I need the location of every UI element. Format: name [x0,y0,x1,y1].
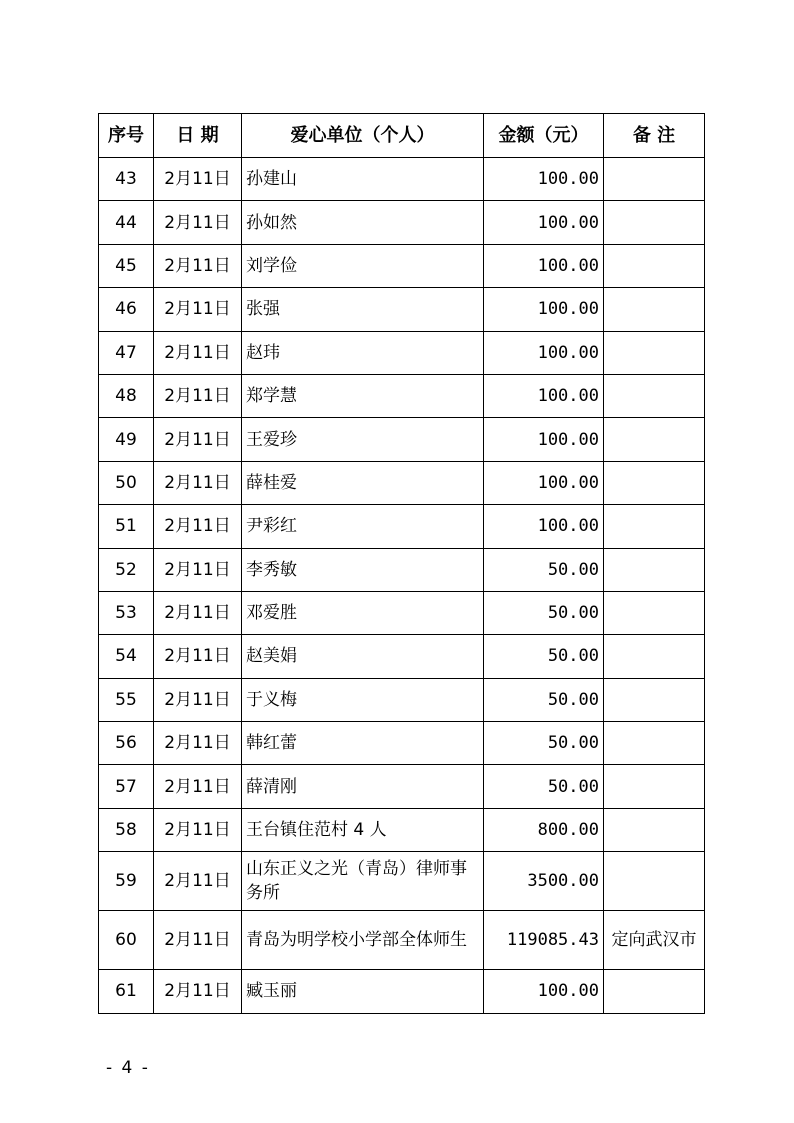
cell-note [604,548,705,591]
cell-date: 2月11日 [154,548,242,591]
cell-amount: 100.00 [484,374,604,417]
cell-no: 56 [99,722,154,765]
cell-donor: 刘学俭 [242,244,484,287]
cell-amount: 800.00 [484,808,604,851]
table-row [99,374,705,417]
cell-no: 44 [99,201,154,244]
cell-date: 2月11日 [154,678,242,721]
cell-date: 2月11日 [154,970,242,1013]
cell-date: 2月11日 [154,635,242,678]
cell-donor: 王爱珍 [242,418,484,461]
cell-note [604,505,705,548]
table-row [99,722,705,765]
cell-no: 60 [99,911,154,970]
cell-no: 61 [99,970,154,1013]
cell-donor: 薛桂爱 [242,461,484,504]
cell-date: 2月11日 [154,331,242,374]
cell-date: 2月11日 [154,158,242,201]
cell-donor: 郑学慧 [242,374,484,417]
cell-no: 48 [99,374,154,417]
cell-note [604,635,705,678]
header-date: 日 期 [154,114,242,158]
table-row [99,765,705,808]
cell-note [604,591,705,634]
header-no: 序号 [99,114,154,158]
cell-note [604,852,705,911]
cell-date: 2月11日 [154,244,242,287]
table-row [99,201,705,244]
cell-amount: 100.00 [484,244,604,287]
table-row [99,288,705,331]
cell-note [604,158,705,201]
table-row [99,970,705,1013]
cell-amount: 100.00 [484,201,604,244]
cell-note [604,461,705,504]
table-row [99,461,705,504]
cell-date: 2月11日 [154,461,242,504]
cell-donor: 青岛为明学校小学部全体师生 [242,911,484,970]
cell-no: 54 [99,635,154,678]
cell-amount: 50.00 [484,591,604,634]
cell-donor: 李秀敏 [242,548,484,591]
cell-donor: 孙建山 [242,158,484,201]
cell-no: 58 [99,808,154,851]
cell-no: 59 [99,852,154,911]
cell-date: 2月11日 [154,418,242,461]
table-row [99,418,705,461]
table-row [99,635,705,678]
cell-note [604,722,705,765]
table-row [99,331,705,374]
cell-date: 2月11日 [154,765,242,808]
cell-date: 2月11日 [154,288,242,331]
cell-date: 2月11日 [154,911,242,970]
cell-date: 2月11日 [154,374,242,417]
donation-table [98,113,705,1014]
cell-date: 2月11日 [154,722,242,765]
table-body [99,158,705,1014]
cell-note [604,808,705,851]
cell-no: 51 [99,505,154,548]
cell-donor: 赵美娟 [242,635,484,678]
header-donor: 爱心单位（个人） [242,114,484,158]
cell-amount: 100.00 [484,288,604,331]
cell-date: 2月11日 [154,591,242,634]
table-row [99,244,705,287]
cell-no: 47 [99,331,154,374]
cell-amount: 100.00 [484,970,604,1013]
cell-no: 53 [99,591,154,634]
cell-no: 43 [99,158,154,201]
cell-note [604,970,705,1013]
cell-donor: 臧玉丽 [242,970,484,1013]
cell-amount: 3500.00 [484,852,604,911]
cell-note [604,201,705,244]
cell-donor: 邓爱胜 [242,591,484,634]
cell-note [604,765,705,808]
table-row [99,852,705,911]
table-row [99,808,705,851]
cell-note [604,418,705,461]
cell-no: 49 [99,418,154,461]
cell-date: 2月11日 [154,808,242,851]
cell-amount: 100.00 [484,505,604,548]
cell-note [604,374,705,417]
cell-donor: 孙如然 [242,201,484,244]
cell-donor: 赵玮 [242,331,484,374]
cell-no: 45 [99,244,154,287]
cell-note: 定向武汉市 [604,911,705,970]
header-note: 备 注 [604,114,705,158]
cell-amount: 119085.43 [484,911,604,970]
cell-amount: 100.00 [484,158,604,201]
table-row [99,678,705,721]
table-header-row [99,114,705,158]
cell-amount: 50.00 [484,635,604,678]
cell-no: 50 [99,461,154,504]
cell-note [604,288,705,331]
table-row [99,158,705,201]
cell-amount: 100.00 [484,331,604,374]
table-row [99,591,705,634]
cell-note [604,678,705,721]
cell-amount: 50.00 [484,765,604,808]
table-row [99,505,705,548]
cell-amount: 50.00 [484,678,604,721]
cell-donor: 张强 [242,288,484,331]
cell-no: 46 [99,288,154,331]
table-row [99,548,705,591]
cell-donor: 薛清刚 [242,765,484,808]
cell-amount: 50.00 [484,548,604,591]
cell-donor: 山东正义之光（青岛）律师事务所 [242,852,484,911]
cell-amount: 50.00 [484,722,604,765]
cell-amount: 100.00 [484,461,604,504]
cell-date: 2月11日 [154,505,242,548]
cell-no: 57 [99,765,154,808]
cell-date: 2月11日 [154,201,242,244]
cell-donor: 王台镇住范村 4 人 [242,808,484,851]
page-number: - 4 - [106,1058,150,1078]
cell-no: 52 [99,548,154,591]
cell-date: 2月11日 [154,852,242,911]
cell-donor: 尹彩红 [242,505,484,548]
cell-note [604,331,705,374]
cell-note [604,244,705,287]
cell-donor: 韩红蕾 [242,722,484,765]
cell-no: 55 [99,678,154,721]
cell-donor: 于义梅 [242,678,484,721]
header-amount: 金额（元） [484,114,604,158]
table-row [99,911,705,970]
cell-amount: 100.00 [484,418,604,461]
